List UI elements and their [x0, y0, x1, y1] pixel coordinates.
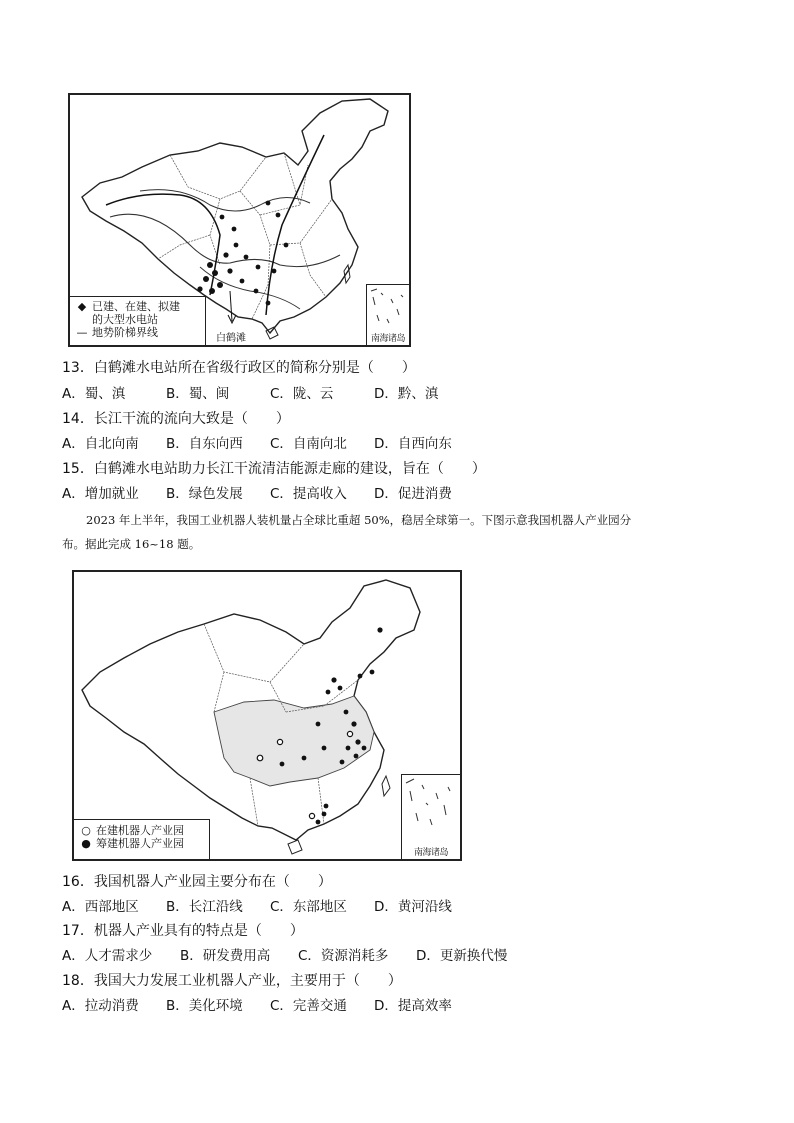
- question-14-options: [62, 435, 452, 453]
- option-c[interactable]: C．资源消耗多: [298, 948, 389, 964]
- option-c[interactable]: C．自南向北: [270, 436, 347, 452]
- question-18-stem: 18．我国大力发展工业机器人产业，主要用于（ ）: [62, 973, 402, 989]
- baihetan-label: 白鹤滩: [216, 333, 246, 344]
- option-c[interactable]: C．陇、云: [270, 386, 334, 402]
- option-d[interactable]: D．更新换代慢: [416, 948, 508, 964]
- legend-item-step-line: [75, 326, 200, 339]
- hydropower-station-icon: ◆: [77, 300, 87, 313]
- question-15-stem: 15．白鹤滩水电站助力长江干流清洁能源走廊的建设，旨在（ ）: [62, 461, 486, 477]
- option-c[interactable]: C．完善交通: [270, 998, 347, 1014]
- hollow-circle-icon: ○: [81, 824, 91, 837]
- legend-item-hydropower: [75, 300, 200, 326]
- option-b[interactable]: B．绿色发展: [166, 486, 243, 502]
- option-d[interactable]: D．促进消费: [374, 486, 452, 502]
- option-a[interactable]: A．拉动消费: [62, 998, 139, 1014]
- robot-park-map: [72, 570, 462, 861]
- south-china-sea-inset-2: [401, 774, 460, 859]
- option-d[interactable]: D．黄河沿线: [374, 899, 452, 915]
- option-c[interactable]: C．提高收入: [270, 486, 347, 502]
- legend-hydropower-label-1: 已建、在建、拟建: [92, 300, 180, 313]
- inset-islands-graphic: [402, 775, 460, 845]
- south-china-sea-inset-1: [366, 284, 409, 345]
- intro-line-1: 2023 年上半年，我国工业机器人装机量占全球比重超 50%，稳居全球第一。下图示意我国机器人产业园分: [86, 513, 632, 527]
- option-a[interactable]: A．增加就业: [62, 486, 139, 502]
- option-d[interactable]: D．提高效率: [374, 998, 452, 1014]
- inset-label-1: 南海诸岛: [370, 334, 405, 344]
- option-b[interactable]: B．长江沿线: [166, 899, 243, 915]
- question-17-options: [62, 947, 507, 965]
- boundary-line-icon: —: [76, 326, 88, 339]
- question-16-stem: 16．我国机器人产业园主要分布在（ ）: [62, 874, 332, 890]
- legend-under-construction-label: 在建机器人产业园: [96, 824, 184, 837]
- option-a[interactable]: A．蜀、滇: [62, 386, 126, 402]
- option-a[interactable]: A．人才需求少: [62, 948, 153, 964]
- intro-line-2: 布。据此完成 16~18 题。: [62, 537, 201, 551]
- filled-circle-icon: ●: [81, 837, 91, 850]
- question-13-stem: 13．白鹤滩水电站所在省级行政区的简称分别是（ ）: [62, 360, 416, 376]
- question-18-options: [62, 997, 452, 1015]
- question-17-stem: 17．机器人产业具有的特点是（ ）: [62, 923, 304, 939]
- option-b[interactable]: B．美化环境: [166, 998, 243, 1014]
- option-d[interactable]: D．黔、滇: [374, 386, 439, 402]
- option-d[interactable]: D．自西向东: [374, 436, 452, 452]
- map1-legend: [70, 296, 206, 345]
- legend-planned-label: 筹建机器人产业园: [96, 837, 184, 850]
- legend-item-planned: [79, 837, 204, 850]
- option-a[interactable]: A．自北向南: [62, 436, 139, 452]
- option-a[interactable]: A．西部地区: [62, 899, 139, 915]
- question-13-options: [62, 385, 438, 403]
- legend-hydropower-label-2: 的大型水电站: [92, 313, 158, 326]
- intro-paragraph: [62, 508, 742, 556]
- map2-legend: [74, 819, 210, 859]
- option-b[interactable]: B．蜀、闽: [166, 386, 230, 402]
- question-14-stem: 14．长江干流的流向大致是（ ）: [62, 411, 290, 427]
- question-16-options: [62, 898, 452, 916]
- legend-item-under-construction: [79, 824, 204, 837]
- question-15-options: [62, 485, 452, 503]
- option-b[interactable]: B．研发费用高: [180, 948, 271, 964]
- legend-step-line-label: 地势阶梯界线: [92, 326, 158, 339]
- option-b[interactable]: B．自东向西: [166, 436, 243, 452]
- option-c[interactable]: C．东部地区: [270, 899, 347, 915]
- inset-label-2: 南海诸岛: [413, 848, 448, 858]
- inset-islands-graphic: [367, 285, 409, 333]
- hydropower-map: [68, 93, 411, 347]
